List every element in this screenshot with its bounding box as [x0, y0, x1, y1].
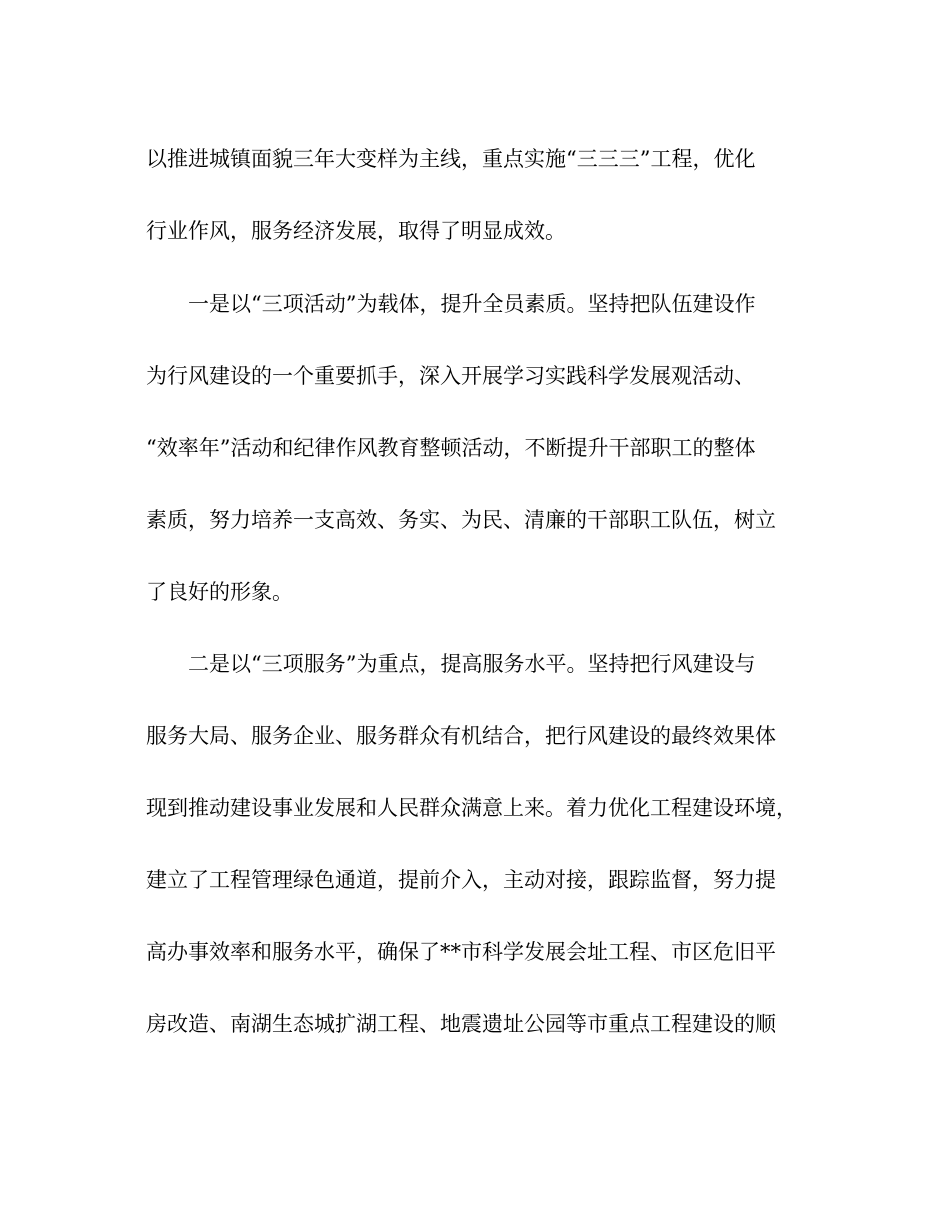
- text-line-4: 为行风建设的一个重要抓手，深入开展学习实践科学发展观活动、: [146, 364, 755, 388]
- paragraph-2-first-line: 二是以“三项服务”为重点，提高服务水平。坚持把行风建设与: [188, 652, 756, 676]
- text-line-1: 以推进城镇面貌三年大变样为主线，重点实施“三三三”工程，优化: [146, 147, 756, 171]
- text-line-11: 建立了工程管理绿色通道，提前介入，主动对接，跟踪监督，努力提: [146, 868, 776, 892]
- text-line-2: 行业作风，服务经济发展，取得了明显成效。: [146, 219, 566, 243]
- text-line-12: 高办事效率和服务水平，确保了**市科学发展会址工程、市区危旧平: [146, 940, 776, 964]
- text-line-6: 素质，努力培养一支高效、务实、为民、清廉的干部职工队伍，树立: [146, 508, 776, 532]
- text-line-13: 房改造、南湖生态城扩湖工程、地震遗址公园等市重点工程建设的顺: [146, 1012, 776, 1036]
- paragraph-1-first-line: 一是以“三项活动”为载体，提升全员素质。坚持把队伍建设作: [188, 292, 756, 316]
- text-line-5: “效率年”活动和纪律作风教育整顿活动，不断提升干部职工的整体: [146, 436, 756, 460]
- text-line-7: 了良好的形象。: [146, 580, 293, 604]
- text-line-10: 现到推动建设事业发展和人民群众满意上来。着力优化工程建设环境，: [146, 796, 797, 820]
- text-line-9: 服务大局、服务企业、服务群众有机结合，把行风建设的最终效果体: [146, 724, 776, 748]
